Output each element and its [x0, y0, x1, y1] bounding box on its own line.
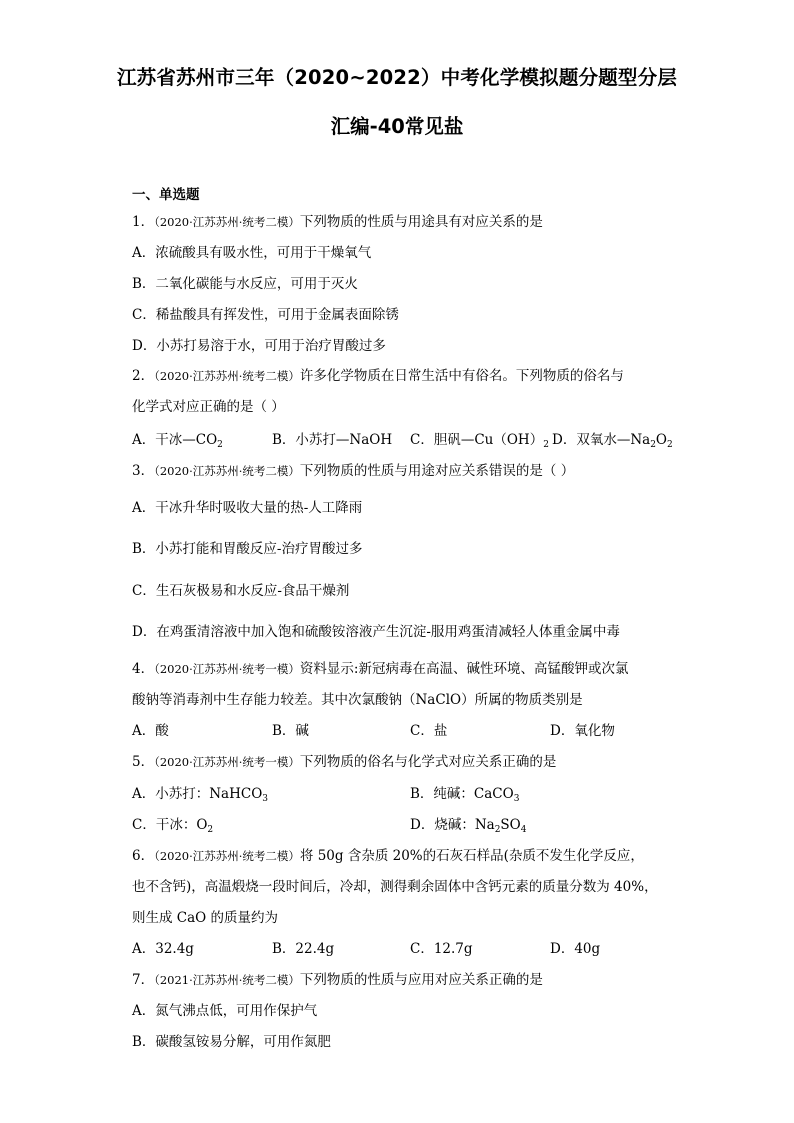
- question-number: 3．: [132, 463, 155, 479]
- question-2-stem-line1: [132, 367, 624, 385]
- question-source: （2020·江苏苏州·统考二模）: [154, 215, 300, 229]
- question-2-stem-line2: 化学式对应正确的是（ ）: [132, 399, 285, 415]
- question-6-option-a: A．32.4g: [132, 941, 194, 957]
- question-text: 下列物质的性质与用途对应关系错误的是（ ）: [299, 463, 575, 479]
- option-text: SO: [500, 817, 521, 833]
- document-title-line2: 汇编-40常见盐: [330, 115, 464, 138]
- question-text: 下列物质的性质与应用对应关系正确的是: [299, 972, 543, 988]
- question-4-option-c: C．盐: [410, 723, 448, 739]
- question-6-stem-line1: [132, 847, 644, 865]
- option-subscript: 2: [207, 825, 214, 835]
- option-subscript: 3: [262, 794, 269, 804]
- question-2-option-b: [272, 431, 392, 449]
- question-4-option-b: B．碱: [272, 723, 309, 739]
- option-text: D．双氧水—Na: [552, 432, 651, 448]
- question-number: 1．: [132, 214, 155, 230]
- question-4-stem-line1: [132, 660, 628, 678]
- question-source: （2020·江苏苏州·统考一模）: [154, 662, 300, 676]
- question-source: （2020·江苏苏州·统考一模）: [154, 755, 300, 769]
- question-source: （2020·江苏苏州·统考二模）: [154, 849, 300, 863]
- question-6-option-c: C．12.7g: [410, 941, 473, 957]
- question-6-stem-line2: 也不含钙)，高温煅烧一段时间后，冷却，测得剩余固体中含钙元素的质量分数为 40%，: [132, 879, 658, 895]
- question-2-option-c: [410, 431, 549, 449]
- option-subscript: 2: [667, 440, 673, 450]
- option-subscript: 4: [520, 825, 527, 835]
- document-title-line1: 江苏省苏州市三年（2020~2022）中考化学模拟题分题型分层: [116, 66, 678, 89]
- question-2-option-a: [132, 431, 223, 449]
- option-text: A．小苏打：NaHCO: [132, 786, 263, 802]
- option-text: C．胆矾—Cu（OH）: [410, 432, 544, 448]
- option-subscript: 2: [217, 440, 223, 450]
- question-number: 7．: [132, 972, 155, 988]
- question-7-stem: [132, 971, 543, 989]
- question-3-option-a: A．干冰升华时吸收大量的热-人工降雨: [132, 500, 363, 516]
- question-6-stem-line3: 则生成 CaO 的质量约为: [132, 910, 279, 926]
- question-number: 2．: [132, 368, 155, 384]
- question-text: 资料显示:新冠病毒在高温、碱性环境、高锰酸钾或次氯: [299, 661, 629, 677]
- question-4-stem-line2: 酸钠等消毒剂中生存能力较差。其中次氯酸钠（NaClO）所属的物质类别是: [132, 692, 583, 708]
- option-text: B．纯碱：CaCO: [410, 786, 514, 802]
- question-6-option-b: B．22.4g: [272, 941, 335, 957]
- question-text: 下列物质的性质与用途具有对应关系的是: [299, 214, 543, 230]
- question-5-stem: [132, 753, 556, 771]
- question-6-option-d: D．40g: [550, 941, 601, 957]
- option-text: C．干冰：O: [132, 817, 208, 833]
- question-source: （2020·江苏苏州·统考二模）: [154, 369, 300, 383]
- question-3-stem: [132, 462, 574, 480]
- question-text: 许多化学物质在日常生活中有俗名。下列物质的俗名与: [299, 368, 624, 384]
- question-1-option-b: B．二氧化碳能与水反应，可用于灭火: [132, 276, 358, 292]
- question-5-option-a: [132, 785, 268, 803]
- question-7-option-b: B．碳酸氢铵易分解，可用作氮肥: [132, 1034, 331, 1050]
- question-3-option-b: B．小苏打能和胃酸反应-治疗胃酸过多: [132, 541, 363, 557]
- question-1-option-d: D．小苏打易溶于水，可用于治疗胃酸过多: [132, 338, 386, 354]
- question-4-option-a: A．酸: [132, 723, 169, 739]
- question-number: 6．: [132, 848, 155, 864]
- question-source: （2020·江苏苏州·统考二模）: [154, 464, 300, 478]
- option-text: A．干冰—CO: [132, 432, 218, 448]
- question-7-option-a: A．氮气沸点低，可用作保护气: [132, 1003, 318, 1019]
- question-3-option-c: C．生石灰极易和水反应-食品干燥剂: [132, 583, 350, 599]
- option-subscript: 2: [650, 440, 656, 450]
- option-subscript: 2: [543, 440, 549, 450]
- question-source: （2021·江苏苏州·统考二模）: [154, 973, 300, 987]
- question-1-option-a: A．浓硫酸具有吸水性，可用于干燥氧气: [132, 245, 372, 261]
- question-number: 5．: [132, 754, 155, 770]
- question-1-option-c: C．稀盐酸具有挥发性，可用于金属表面除锈: [132, 307, 399, 323]
- question-text: 将 50g 含杂质 20%的石灰石样品(杂质不发生化学反应，: [299, 848, 644, 864]
- section-heading: 一、单选题: [132, 187, 200, 203]
- question-1-stem: [132, 213, 543, 231]
- question-text: 下列物质的俗名与化学式对应关系正确的是: [299, 754, 557, 770]
- option-text: B．小苏打—NaOH: [272, 432, 393, 448]
- option-text: D．烧碱：Na: [410, 817, 495, 833]
- option-text: O: [655, 432, 667, 448]
- option-subscript: 3: [513, 794, 520, 804]
- option-subscript: 2: [494, 825, 501, 835]
- question-5-option-d: [410, 816, 526, 834]
- question-3-option-d: D．在鸡蛋清溶液中加入饱和硫酸铵溶液产生沉淀-服用鸡蛋清减轻人体重金属中毒: [132, 624, 620, 640]
- question-2-option-d: [552, 431, 673, 449]
- question-5-option-c: [132, 816, 213, 834]
- question-4-option-d: D．氧化物: [550, 723, 615, 739]
- question-5-option-b: [410, 785, 519, 803]
- question-number: 4．: [132, 661, 155, 677]
